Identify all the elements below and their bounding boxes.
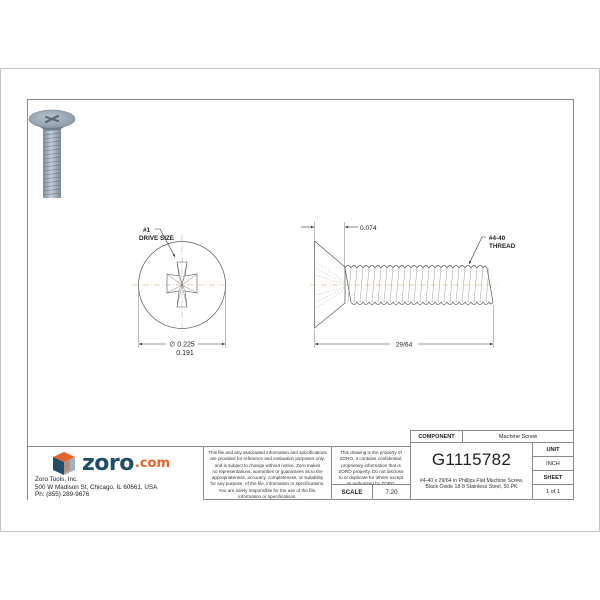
disclaimer-line: and is subject to change without notice. Zoro makes	[214, 462, 321, 468]
head-height-dimension: 0.074	[360, 225, 377, 232]
unit-value: INCH	[532, 456, 574, 471]
logo-wordmark: zoro	[82, 450, 134, 476]
company-details	[35, 476, 157, 499]
thread-label: THREAD	[489, 243, 516, 250]
unit-label: UNIT	[532, 442, 574, 457]
component-value: Machine Screw	[462, 430, 574, 443]
component-label: COMPONENT	[410, 430, 463, 443]
disclaimer-cell	[203, 446, 332, 500]
scale-label: SCALE	[331, 484, 373, 500]
side-view	[301, 222, 498, 348]
disclaimer-line: are provided for reference and evaluation purposes only,	[210, 456, 325, 462]
property-line: This drawing is the property of	[340, 450, 402, 455]
property-line: ZORO property. Do not disclose	[338, 468, 404, 474]
disclaimer-line: This file and any associated information and specifications	[208, 450, 327, 455]
drive-size-label: DRIVE SIZE	[139, 235, 174, 242]
head-diameter-dimension: ∅ 0.225	[169, 341, 195, 349]
logo-dotcom: .com	[134, 455, 171, 471]
part-description-line: Black Oxide 18-8 Stainless Steel, 50 PK	[425, 484, 518, 491]
company-name: Zoro Tools, Inc.	[35, 476, 78, 483]
part-info-cell	[410, 442, 533, 500]
company-info-cell	[27, 446, 204, 500]
property-line: ZORO. It contains confidential,	[339, 456, 403, 462]
drive-size-number: #1	[142, 227, 150, 234]
drive-size-callout	[143, 227, 151, 234]
company-address: 500 W Madison St, Chicago, IL 60661, USA	[35, 483, 158, 491]
front-view	[132, 229, 232, 348]
zoro-logo	[52, 451, 170, 476]
zoro-cube-icon	[52, 451, 77, 476]
title-block	[27, 430, 574, 500]
property-notice-cell	[331, 446, 411, 485]
disclaimer-line: appropriateness, accuracy, completeness, or suitability	[211, 475, 324, 481]
company-phone: Ph: (855) 289-9676	[35, 491, 90, 499]
part-description-line: #4-40 x 29/64 in Phillips Flat Machine Screw,	[419, 478, 524, 484]
head-diameter-min: 0.191	[176, 350, 194, 357]
overall-length-dimension: 29/64	[395, 341, 413, 349]
property-line: proprietary information that is	[341, 462, 401, 468]
disclaimer-line: You are solely responsible for the use of the file,	[218, 487, 317, 493]
disclaimer-line: for any purpose, of the file, information or specifications.	[210, 481, 325, 487]
part-number: G1115782	[431, 450, 512, 469]
property-line: to or duplicate for others except	[338, 475, 404, 481]
disclaimer-line: information or specifications.	[238, 494, 297, 500]
sheet-label: SHEET	[532, 470, 574, 485]
thread-size-callout: #4-40	[489, 235, 506, 242]
part-description	[411, 478, 532, 491]
sheet-value: 1 of 1	[532, 484, 574, 500]
disclaimer-line: no representations, warranties or guarantees as to the	[212, 468, 323, 474]
scale-value: 7.20	[372, 484, 411, 500]
